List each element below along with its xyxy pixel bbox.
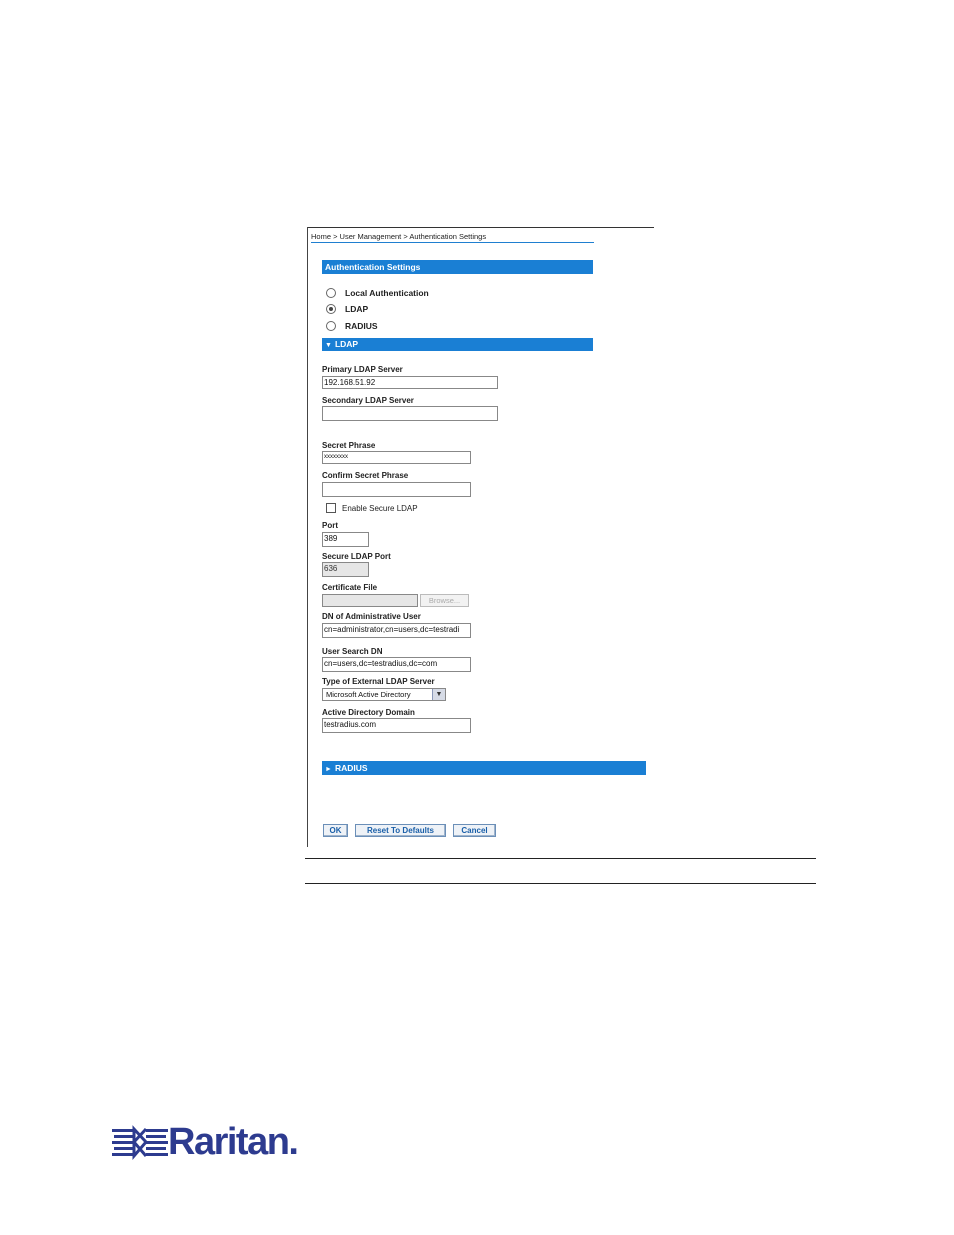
ldap-section-title: LDAP xyxy=(334,339,359,349)
radio-radius[interactable] xyxy=(326,320,378,332)
cancel-button[interactable]: Cancel xyxy=(453,824,496,837)
reset-defaults-button[interactable]: Reset To Defaults xyxy=(355,824,446,837)
secure-ldap-label: Enable Secure LDAP xyxy=(342,503,418,513)
ldap-server-type-label: Type of External LDAP Server xyxy=(322,677,435,686)
radio-ldap-icon[interactable] xyxy=(326,304,336,314)
radio-ldap[interactable] xyxy=(326,303,368,315)
confirm-secret-input[interactable] xyxy=(322,482,471,497)
secure-ldap-checkbox-row[interactable] xyxy=(326,503,418,513)
radio-local-auth[interactable] xyxy=(326,287,429,299)
radio-radius-icon[interactable] xyxy=(326,321,336,331)
breadcrumb[interactable]: Home > User Management > Authentication Settings xyxy=(311,232,487,241)
expand-arrow-icon: ► xyxy=(325,766,332,773)
secondary-ldap-label: Secondary LDAP Server xyxy=(322,396,414,405)
admin-dn-input[interactable]: cn=administrator,cn=users,dc=testradi xyxy=(322,623,471,638)
radio-radius-label: RADIUS xyxy=(345,321,378,331)
panel-top-border xyxy=(307,227,654,228)
collapse-arrow-icon: ▼ xyxy=(325,342,332,349)
chevron-down-icon[interactable]: ▼ xyxy=(432,689,445,700)
auth-settings-header: Authentication Settings xyxy=(322,260,593,274)
ldap-server-type-select[interactable] xyxy=(322,688,446,701)
user-search-dn-input[interactable]: cn=users,dc=testradius,dc=com xyxy=(322,657,471,672)
raritan-emblem-icon xyxy=(112,1123,168,1161)
certificate-file-input[interactable] xyxy=(322,594,418,607)
raritan-logo xyxy=(112,1123,304,1161)
primary-ldap-label: Primary LDAP Server xyxy=(322,365,403,374)
certificate-file-label: Certificate File xyxy=(322,583,378,592)
secondary-ldap-input[interactable] xyxy=(322,406,498,421)
user-search-dn-label: User Search DN xyxy=(322,647,383,656)
ad-domain-label: Active Directory Domain xyxy=(322,708,415,717)
port-input[interactable]: 389 xyxy=(322,532,369,547)
admin-dn-label: DN of Administrative User xyxy=(322,612,421,621)
radio-local-label: Local Authentication xyxy=(345,288,429,298)
page-divider-bottom xyxy=(305,883,816,884)
secure-port-input[interactable]: 636 xyxy=(322,562,369,577)
panel-left-border xyxy=(307,227,308,847)
radius-section-header[interactable] xyxy=(322,761,646,775)
primary-ldap-input[interactable]: 192.168.51.92 xyxy=(322,376,498,389)
ldap-server-type-value: Microsoft Active Directory xyxy=(326,690,411,699)
raritan-wordmark: Raritan. xyxy=(168,1121,298,1163)
ad-domain-input[interactable]: testradius.com xyxy=(322,718,471,733)
secure-port-label: Secure LDAP Port xyxy=(322,552,391,561)
confirm-secret-label: Confirm Secret Phrase xyxy=(322,471,409,480)
ldap-section-header[interactable] xyxy=(322,338,593,351)
page-divider-top xyxy=(305,858,816,859)
browse-button[interactable]: Browse... xyxy=(420,594,469,607)
radio-ldap-label: LDAP xyxy=(345,304,369,314)
secret-phrase-input[interactable]: xxxxxxxx xyxy=(322,451,471,464)
secret-phrase-label: Secret Phrase xyxy=(322,441,376,450)
screenshot-panel xyxy=(307,227,654,847)
breadcrumb-divider xyxy=(311,242,594,243)
radio-local-icon[interactable] xyxy=(326,288,336,298)
port-label: Port xyxy=(322,521,338,530)
secure-ldap-checkbox[interactable] xyxy=(326,503,336,513)
ok-button[interactable]: OK xyxy=(323,824,348,837)
radius-section-title: RADIUS xyxy=(334,763,368,773)
